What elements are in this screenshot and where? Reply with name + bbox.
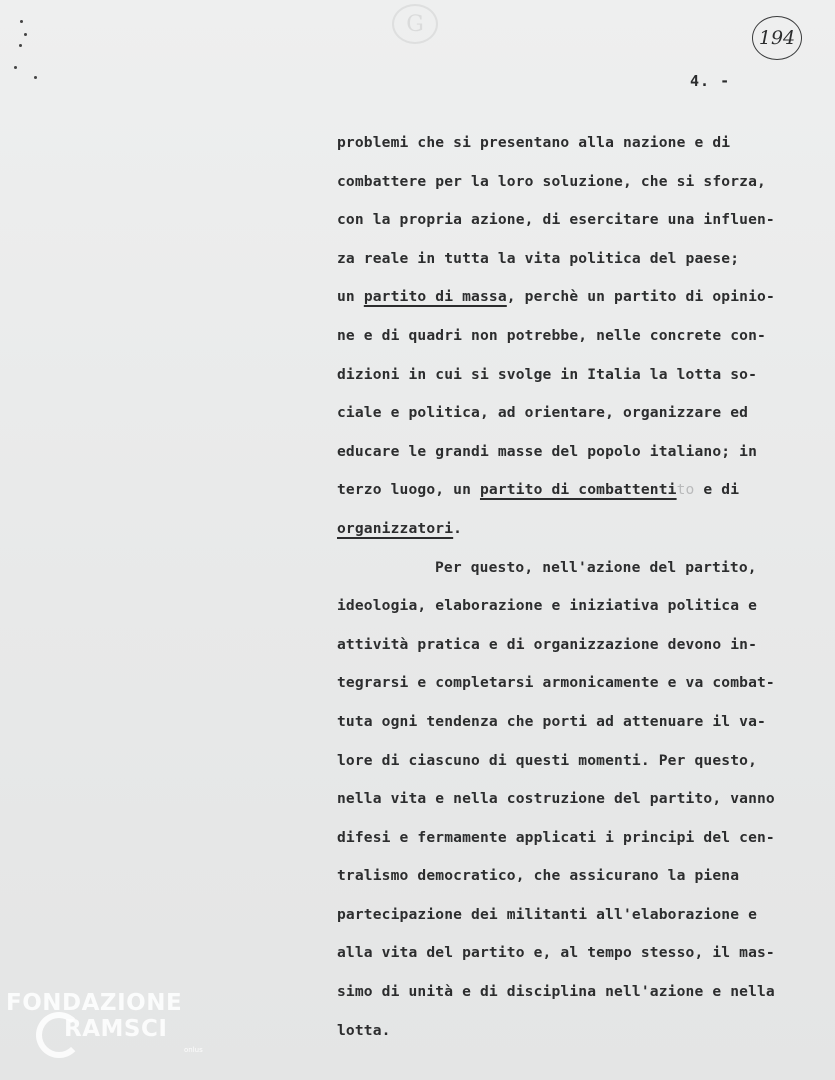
text-line xyxy=(337,742,817,781)
text-line xyxy=(337,356,817,395)
text-run: tralismo democratico, che assicurano la piena xyxy=(337,867,740,885)
text-run: Per questo, nell'azione del partito, xyxy=(435,558,757,576)
logo-line1: FONDAZIONE xyxy=(6,990,183,1016)
text-run: con la propria azione, di esercitare una influen- xyxy=(337,211,775,229)
text-run: tegrarsi e completarsi armonicamente e va combat- xyxy=(337,674,775,692)
text-run: nella vita e nella costruzione del partito, vanno xyxy=(337,790,775,808)
edge-mark xyxy=(34,76,37,79)
text-line xyxy=(337,819,817,858)
underlined-phrase: organizzatori xyxy=(337,519,454,537)
text-run: to xyxy=(676,481,695,499)
text-line xyxy=(337,394,817,433)
text-line xyxy=(337,163,817,202)
text-run: , perchè un partito di opinio- xyxy=(506,288,775,306)
text-run: problemi che si presentano alla nazione e di xyxy=(337,134,731,151)
text-line xyxy=(337,896,817,935)
text-line xyxy=(337,433,817,472)
text-line xyxy=(337,973,817,1012)
text-run: dizioni in cui si svolge in Italia la lotta so- xyxy=(337,365,758,383)
text-run: terzo luogo, un xyxy=(337,481,480,499)
text-run: attività pratica e di organizzazione devono in- xyxy=(337,635,758,653)
text-run: . xyxy=(453,519,463,537)
text-run: ideologia, elaborazione e iniziativa politica e xyxy=(337,597,758,615)
text-run: ciale e politica, ad orientare, organizzare ed xyxy=(337,404,749,422)
text-run: lore di ciascuno di questi momenti. Per questo, xyxy=(337,751,758,769)
text-line xyxy=(337,934,817,973)
text-run: difesi e fermamente applicati i principi del cen- xyxy=(337,828,775,846)
text-line xyxy=(337,278,817,317)
text-line xyxy=(337,510,817,549)
text-line xyxy=(337,1012,817,1051)
text-run: partecipazione dei militanti all'elaborazione e xyxy=(337,905,758,923)
logo-subtitle: onlus xyxy=(184,1046,203,1054)
text-run: lotta. xyxy=(337,1021,391,1039)
text-line xyxy=(337,587,817,626)
text-run: alla vita del partito e, al tempo stesso, il mas- xyxy=(337,944,775,962)
folio-number: 194 xyxy=(752,16,802,60)
text-run: combattere per la loro soluzione, che si sforza, xyxy=(337,172,766,190)
text-line xyxy=(337,471,817,510)
edge-mark xyxy=(24,33,27,36)
text-line xyxy=(337,317,817,356)
underlined-phrase: partito di combattenti xyxy=(479,481,677,499)
page-number: 4. - xyxy=(690,72,731,90)
logo-line2: RAMSCI xyxy=(64,1016,168,1042)
text-line xyxy=(337,124,817,163)
text-line xyxy=(337,549,817,588)
text-line xyxy=(337,664,817,703)
fondazione-gramsci-logo xyxy=(6,990,206,1070)
text-run: za reale in tutta la vita politica del paese; xyxy=(337,249,740,267)
underlined-phrase: partito di massa xyxy=(363,288,507,306)
edge-mark xyxy=(14,66,17,69)
edge-mark xyxy=(19,44,22,47)
text-line xyxy=(337,626,817,665)
text-run: un xyxy=(337,288,364,306)
text-line xyxy=(337,201,817,240)
text-line xyxy=(337,703,817,742)
text-run: tuta ogni tendenza che porti ad attenuare il va- xyxy=(337,712,766,730)
text-run: educare le grandi masse del popolo italiano; in xyxy=(337,442,758,460)
text-line xyxy=(337,240,817,279)
body-text xyxy=(337,124,817,1050)
text-line xyxy=(337,780,817,819)
text-run: e di xyxy=(694,481,740,499)
text-run: simo di unità e di disciplina nell'azione e nella xyxy=(337,983,775,1001)
edge-mark xyxy=(20,20,23,23)
archive-stamp-icon: G xyxy=(392,4,438,44)
text-line xyxy=(337,857,817,896)
text-run: ne e di quadri non potrebbe, nelle concrete con- xyxy=(337,326,766,344)
